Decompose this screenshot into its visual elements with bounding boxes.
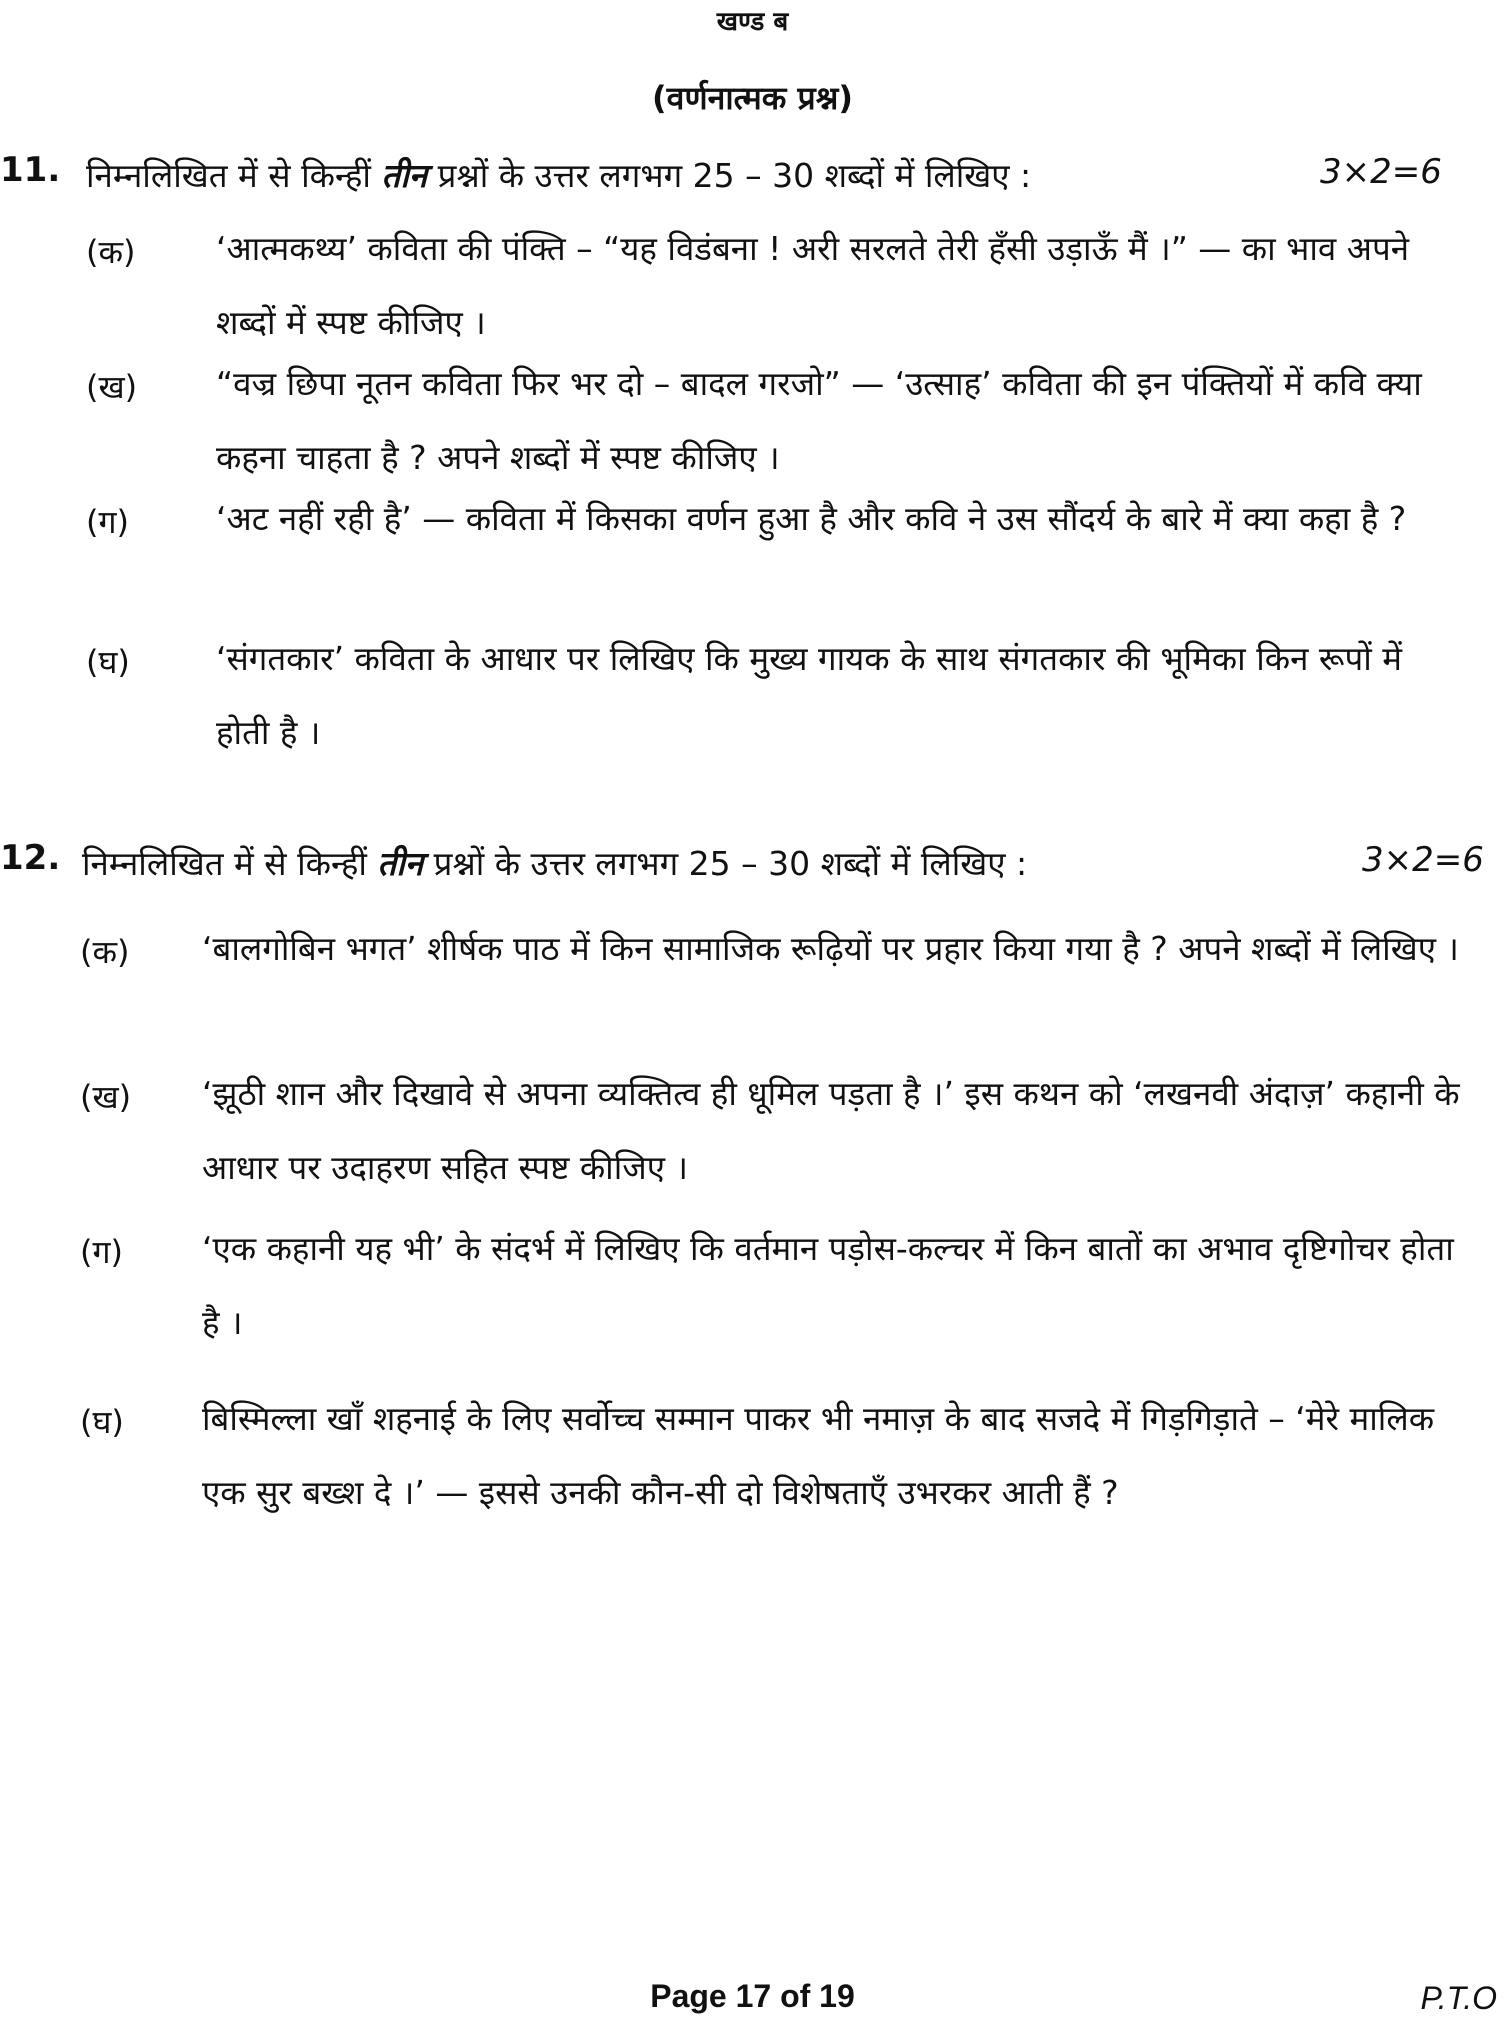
sub-question-label: (ग) [86, 503, 129, 541]
page-number: Page 17 of 19 [650, 1978, 855, 2014]
sub-question-label: (क) [86, 233, 136, 271]
sub-question-text: ‘संगतकार’ कविता के आधार पर लिखिए कि मुख्य गायक के साथ संगतकार की भूमिका किन रूपों में होती है । [216, 639, 1403, 752]
sub-question-text: ‘आत्मकथ्य’ कविता की पंक्ति – “यह विडंबना ! अरी सरलते तेरी हँसी उड़ाऊँ मैं ।” — का भाव अपने शब्दों में स्पष्ट कीजिए । [216, 229, 1410, 342]
section-subheading: (वर्णनात्मक प्रश्न) [652, 79, 853, 117]
section-heading: खण्ड ब [716, 7, 789, 37]
instruction-text: प्रश्नों के उत्तर लगभग 25 – 30 शब्दों में लिखिए : [423, 844, 1028, 883]
question-instruction [86, 152, 1031, 197]
sub-question-text: बिस्मिल्ला खाँ शहनाई के लिए सर्वोच्च सम्मान पाकर भी नमाज़ के बाद सजदे में गिड़गिड़ाते – ‘मेरे मालिक एक सुर बख्श दे ।’ — इससे उनकी कौन-सी दो विशेषताएँ उभरकर आती हैं ? [202, 1399, 1435, 1512]
instruction-emphasis: तीन [377, 844, 424, 883]
question-marks: 3×2=6 [1362, 840, 1484, 880]
pto-label: P.T.O [1420, 1980, 1497, 2016]
sub-question-text: ‘झूठी शान और दिखावे से अपना व्यक्तित्व ही धूमिल पड़ता है ।’ इस कथन को ‘लखनवी अंदाज़’ कहानी के आधार पर उदाहरण सहित स्पष्ट कीजिए । [202, 1074, 1460, 1187]
sub-question-label: (ख) [80, 1078, 132, 1116]
instruction-text: निम्नलिखित में से किन्हीं [86, 156, 382, 195]
sub-question-label: (ग) [80, 1233, 123, 1271]
sub-question-label: (घ) [80, 1403, 124, 1441]
instruction-emphasis: तीन [381, 156, 428, 195]
question-number: 11. [0, 150, 61, 190]
question-marks: 3×2=6 [1320, 152, 1442, 192]
sub-question-text: “वज्र छिपा नूतन कविता फिर भर दो – बादल गरजो” — ‘उत्साह’ कविता की इन पंक्तियों में कवि क्या कहना चाहता है ? अपने शब्दों में स्पष्ट कीजिए । [216, 364, 1422, 477]
sub-question-label: (क) [80, 933, 130, 971]
sub-question-text: ‘एक कहानी यह भी’ के संदर्भ में लिखिए कि वर्तमान पड़ोस-कल्चर में किन बातों का अभाव दृष्टिगोचर होता है । [202, 1229, 1454, 1342]
question-number: 12. [0, 838, 61, 878]
sub-question-label: (घ) [86, 643, 130, 681]
instruction-text: प्रश्नों के उत्तर लगभग 25 – 30 शब्दों में लिखिए : [427, 156, 1032, 195]
sub-question-label: (ख) [86, 368, 138, 406]
sub-question-text: ‘बालगोबिन भगत’ शीर्षक पाठ में किन सामाजिक रूढ़ियों पर प्रहार किया गया है ? अपने शब्दों में लिखिए । [202, 929, 1459, 968]
instruction-text: निम्नलिखित में से किन्हीं [82, 844, 378, 883]
question-instruction [82, 840, 1027, 885]
sub-question-text: ‘अट नहीं रही है’ — कविता में किसका वर्णन हुआ है और कवि ने उस सौंदर्य के बारे में क्या कहा है ? [216, 499, 1407, 538]
